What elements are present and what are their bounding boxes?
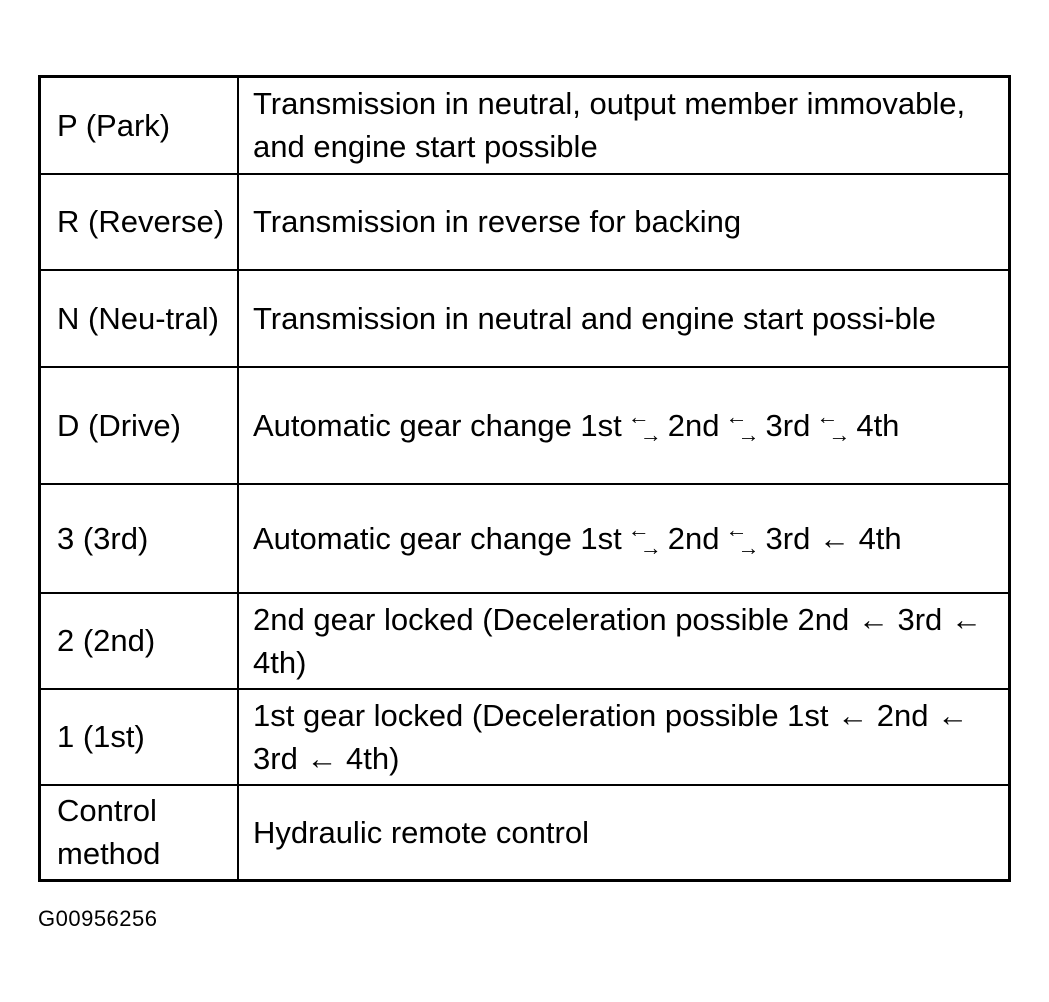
description-cell: Transmission in neutral, output member immovable, and engine start possible (238, 77, 1010, 174)
table-row (40, 367, 1010, 484)
table-row (40, 174, 1010, 270)
position-cell: R (Reverse) (40, 174, 239, 270)
shift-arrows-icon: ← → (725, 403, 760, 447)
shift-arrows-icon: ← → (627, 516, 662, 560)
table-row (40, 270, 1010, 367)
gear-3rd-label: 3rd ← (765, 520, 850, 556)
position-cell: Control method (40, 785, 239, 881)
description-cell: 2nd gear locked (Deceleration possible 2nd ← 3rd ← 4th) (238, 593, 1010, 689)
position-cell: 2 (2nd) (40, 593, 239, 689)
figure-id: G00956256 (38, 906, 158, 931)
shift-arrows-icon: ← → (725, 516, 760, 560)
table-row (40, 593, 1010, 689)
description-cell: Transmission in reverse for backing (238, 174, 1010, 270)
description-cell (238, 484, 1010, 593)
shift-arrows-icon: ← → (627, 403, 662, 447)
position-cell: 3 (3rd) (40, 484, 239, 593)
gear-4th-label: 4th (858, 520, 902, 556)
table-row (40, 484, 1010, 593)
description-cell: 1st gear locked (Deceleration possible 1st ← 2nd ← 3rd ← 4th) (238, 689, 1010, 785)
description-cell: Transmission in neutral and engine start possi-ble (238, 270, 1010, 367)
position-cell: P (Park) (40, 77, 239, 174)
gear-4th-label: 4th (856, 407, 900, 443)
gear-change-prefix: Automatic gear change 1st (253, 520, 622, 556)
table-row (40, 785, 1010, 881)
shift-arrows-icon: ← → (816, 403, 851, 447)
shift-position-table (38, 75, 1011, 882)
position-cell: D (Drive) (40, 367, 239, 484)
gear-2nd-label: 2nd (667, 407, 720, 443)
table-row (40, 689, 1010, 785)
description-cell: Hydraulic remote control (238, 785, 1010, 881)
gear-3rd-label: 3rd (765, 407, 811, 443)
table-row (40, 77, 1010, 174)
position-cell: N (Neu-tral) (40, 270, 239, 367)
description-cell (238, 367, 1010, 484)
position-cell: 1 (1st) (40, 689, 239, 785)
gear-2nd-label: 2nd (667, 520, 720, 556)
gear-change-prefix: Automatic gear change 1st (253, 407, 622, 443)
